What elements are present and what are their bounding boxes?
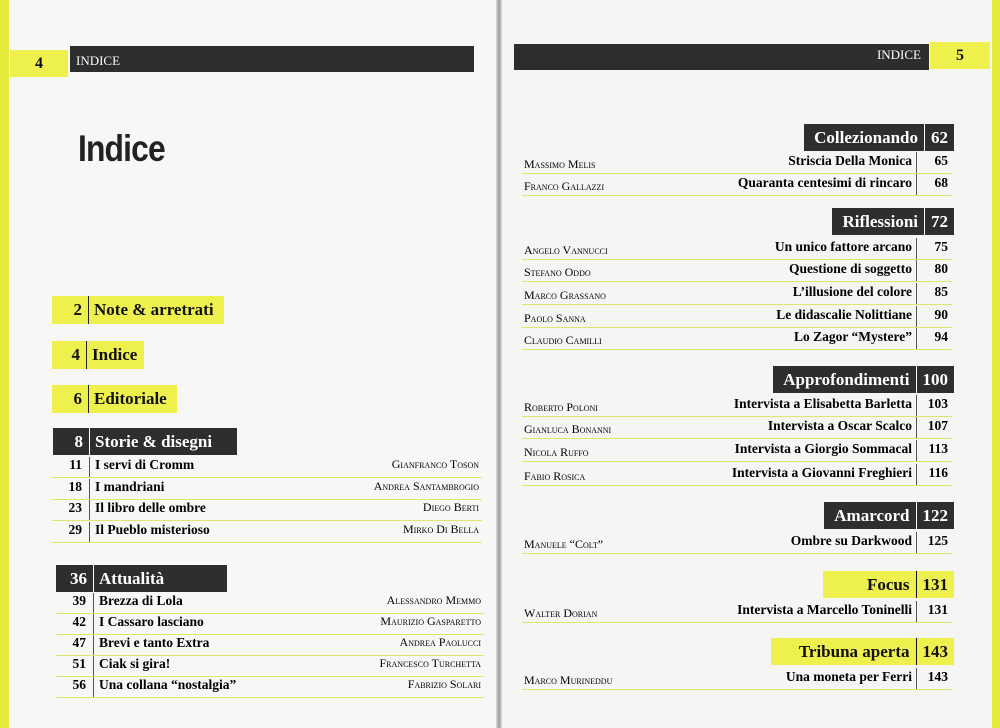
toc-page: 75 bbox=[934, 239, 948, 254]
toc-page: 143 bbox=[927, 669, 948, 684]
section-title: Approfondimenti bbox=[783, 370, 910, 389]
toc-title: Una collana “nostalgia” bbox=[99, 677, 237, 692]
toc-author: Alessandro Memmo bbox=[386, 593, 481, 607]
divider bbox=[89, 522, 90, 542]
section-title: Tribuna aperta bbox=[798, 642, 910, 661]
section-riflessioni bbox=[832, 208, 954, 235]
section-page-number: 36 bbox=[56, 565, 94, 592]
toc-row bbox=[522, 440, 952, 462]
divider bbox=[916, 260, 917, 281]
toc-title: I Cassaro lasciano bbox=[99, 614, 204, 629]
divider bbox=[916, 328, 917, 349]
toc-author: Diego Berti bbox=[422, 500, 479, 514]
toc-page: 65 bbox=[934, 153, 948, 168]
divider bbox=[916, 601, 917, 622]
toc-page: 47 bbox=[72, 635, 86, 650]
toc-author: Fabio Rosica bbox=[524, 469, 586, 483]
book-spine bbox=[496, 0, 502, 728]
toc-row bbox=[522, 668, 952, 690]
toc-title: Striscia Della Monica bbox=[788, 153, 912, 168]
toc-row bbox=[52, 522, 482, 543]
toc-row bbox=[56, 656, 484, 677]
divider bbox=[916, 306, 917, 327]
toc-title: Brezza di Lola bbox=[99, 593, 183, 608]
divider bbox=[916, 668, 917, 689]
section-storie-disegni bbox=[53, 428, 237, 455]
toc-author: Gianfranco Toson bbox=[391, 457, 479, 471]
toc-title: Intervista a Oscar Scalco bbox=[767, 418, 912, 433]
toc-row bbox=[52, 457, 482, 478]
left-header-label: INDICE bbox=[76, 53, 121, 68]
toc-page: 18 bbox=[68, 479, 82, 494]
toc-page: 107 bbox=[927, 418, 948, 433]
toc-row bbox=[522, 464, 952, 486]
toc-author: Claudio Camilli bbox=[524, 333, 602, 347]
divider bbox=[916, 238, 917, 259]
toc-author: Andrea Paolucci bbox=[399, 635, 481, 649]
divider bbox=[93, 635, 94, 655]
divider bbox=[916, 532, 917, 553]
section-attualita bbox=[56, 565, 227, 592]
section-focus bbox=[823, 571, 954, 598]
toc-row bbox=[56, 677, 484, 698]
toc-author: Marco Murineddu bbox=[524, 673, 613, 687]
divider bbox=[916, 395, 917, 416]
divider bbox=[916, 417, 917, 438]
entry-title: Note & arretrati bbox=[94, 300, 214, 319]
left-page bbox=[0, 0, 498, 728]
entry-title: Indice bbox=[92, 345, 138, 364]
toc-row bbox=[522, 532, 952, 554]
toc-title: Ombre su Darkwood bbox=[790, 533, 912, 548]
toc-row bbox=[522, 417, 952, 439]
toc-author: Stefano Oddo bbox=[524, 265, 591, 279]
section-page-number: 131 bbox=[916, 571, 955, 598]
toc-title: I servi di Cromm bbox=[95, 457, 195, 472]
divider bbox=[916, 174, 917, 195]
section-page-number: 143 bbox=[916, 638, 955, 665]
toc-row bbox=[522, 152, 952, 174]
toc-author: Nicola Ruffo bbox=[524, 445, 589, 459]
toc-title: Intervista a Elisabetta Barletta bbox=[733, 396, 912, 411]
divider bbox=[89, 500, 90, 520]
toc-title: Un unico fattore arcano bbox=[774, 239, 912, 254]
toc-author: Gianluca Bonanni bbox=[524, 422, 612, 436]
entry-note-arretrati bbox=[52, 296, 224, 324]
toc-title: Intervista a Giorgio Sommacal bbox=[734, 441, 912, 456]
entry-indice bbox=[52, 341, 144, 369]
toc-page: 80 bbox=[934, 261, 948, 276]
toc-page: 103 bbox=[927, 396, 948, 411]
toc-author: Angelo Vannucci bbox=[524, 243, 608, 257]
right-yellow-edge bbox=[992, 0, 1000, 728]
section-page-number: 122 bbox=[916, 502, 955, 529]
toc-row bbox=[56, 593, 484, 614]
toc-author: Fabrizio Solari bbox=[407, 677, 481, 691]
entry-title: Editoriale bbox=[94, 389, 167, 408]
toc-page: 39 bbox=[72, 593, 86, 608]
entry-page-number: 2 bbox=[52, 296, 89, 324]
right-header-bar bbox=[514, 44, 929, 70]
toc-title: Il Pueblo misterioso bbox=[95, 522, 210, 537]
toc-row bbox=[56, 614, 484, 635]
right-header-label: INDICE bbox=[876, 47, 921, 62]
section-collezionando bbox=[804, 124, 954, 151]
toc-author: Francesco Turchetta bbox=[379, 656, 481, 670]
toc-row bbox=[52, 479, 482, 500]
toc-row bbox=[52, 500, 482, 521]
toc-title: Brevi e tanto Extra bbox=[99, 635, 210, 650]
toc-page: 56 bbox=[72, 677, 86, 692]
toc-row bbox=[522, 395, 952, 417]
entry-editoriale bbox=[52, 385, 177, 413]
page-title: Indice bbox=[78, 128, 165, 169]
toc-title: Una moneta per Ferri bbox=[785, 669, 912, 684]
section-title: Focus bbox=[867, 575, 910, 594]
left-page-number: 4 bbox=[10, 50, 68, 77]
left-yellow-edge bbox=[0, 0, 9, 728]
toc-title: I mandriani bbox=[95, 479, 165, 494]
section-tribuna-aperta bbox=[771, 638, 954, 665]
section-page-number: 100 bbox=[916, 366, 955, 393]
section-page-number: 8 bbox=[53, 428, 90, 455]
toc-author: Mirko Di Bella bbox=[403, 522, 479, 536]
toc-page: 51 bbox=[72, 656, 86, 671]
toc-title: Questione di soggetto bbox=[789, 261, 912, 276]
section-title: Riflessioni bbox=[842, 212, 918, 231]
toc-page: 90 bbox=[934, 307, 948, 322]
toc-page: 23 bbox=[68, 500, 82, 515]
toc-title: Il libro delle ombre bbox=[95, 500, 206, 515]
divider bbox=[916, 464, 917, 485]
toc-page: 29 bbox=[68, 522, 82, 537]
toc-title: Intervista a Giovanni Freghieri bbox=[731, 465, 912, 480]
toc-title: Intervista a Marcello Toninelli bbox=[737, 602, 912, 617]
toc-page: 113 bbox=[928, 441, 948, 456]
toc-author: Franco Gallazzi bbox=[524, 179, 605, 193]
toc-author: Roberto Poloni bbox=[524, 400, 598, 414]
toc-row bbox=[522, 328, 952, 350]
toc-author: Maurizio Gasparetto bbox=[380, 614, 481, 628]
section-amarcord bbox=[824, 502, 954, 529]
toc-row bbox=[522, 283, 952, 305]
right-page-number: 5 bbox=[930, 42, 990, 69]
divider bbox=[89, 457, 90, 477]
toc-page: 42 bbox=[72, 614, 86, 629]
left-header-bar bbox=[70, 46, 474, 72]
toc-row bbox=[522, 260, 952, 282]
entry-page-number: 4 bbox=[52, 341, 87, 369]
toc-page: 94 bbox=[934, 329, 948, 344]
section-title: Storie & disegni bbox=[95, 432, 213, 451]
toc-author: Manuele “Colt” bbox=[524, 537, 604, 551]
toc-row bbox=[56, 635, 484, 656]
section-page-number: 62 bbox=[924, 124, 954, 151]
divider bbox=[916, 152, 917, 173]
toc-page: 11 bbox=[69, 457, 82, 472]
divider bbox=[89, 479, 90, 499]
divider bbox=[93, 677, 94, 697]
section-title: Attualità bbox=[99, 569, 165, 588]
toc-page: 131 bbox=[927, 602, 948, 617]
divider bbox=[916, 440, 917, 461]
toc-row bbox=[522, 238, 952, 260]
toc-author: Paolo Sanna bbox=[524, 311, 586, 325]
toc-row bbox=[522, 174, 952, 196]
divider bbox=[93, 614, 94, 634]
toc-row bbox=[522, 306, 952, 328]
toc-author: Marco Grassano bbox=[524, 288, 606, 302]
divider bbox=[93, 593, 94, 613]
toc-author: Massimo Melis bbox=[524, 157, 596, 171]
divider bbox=[916, 283, 917, 304]
divider bbox=[93, 656, 94, 676]
toc-page: 68 bbox=[934, 175, 948, 190]
toc-page: 125 bbox=[927, 533, 948, 548]
section-page-number: 72 bbox=[924, 208, 954, 235]
toc-page: 116 bbox=[928, 465, 948, 480]
toc-page: 85 bbox=[934, 284, 948, 299]
toc-title: Le didascalie Nolittiane bbox=[776, 307, 912, 322]
toc-author: Walter Dorian bbox=[524, 606, 598, 620]
toc-title: Lo Zagor “Mystere” bbox=[794, 329, 912, 344]
toc-row bbox=[522, 601, 952, 623]
toc-title: Ciak si gira! bbox=[99, 656, 171, 671]
entry-page-number: 6 bbox=[52, 385, 89, 413]
toc-title: Quaranta centesimi di rincaro bbox=[737, 175, 912, 190]
section-approfondimenti bbox=[773, 366, 954, 393]
section-title: Collezionando bbox=[814, 128, 918, 147]
toc-title: L’illusione del colore bbox=[792, 284, 912, 299]
section-title: Amarcord bbox=[834, 506, 910, 525]
toc-author: Andrea Santambrogio bbox=[373, 479, 479, 493]
